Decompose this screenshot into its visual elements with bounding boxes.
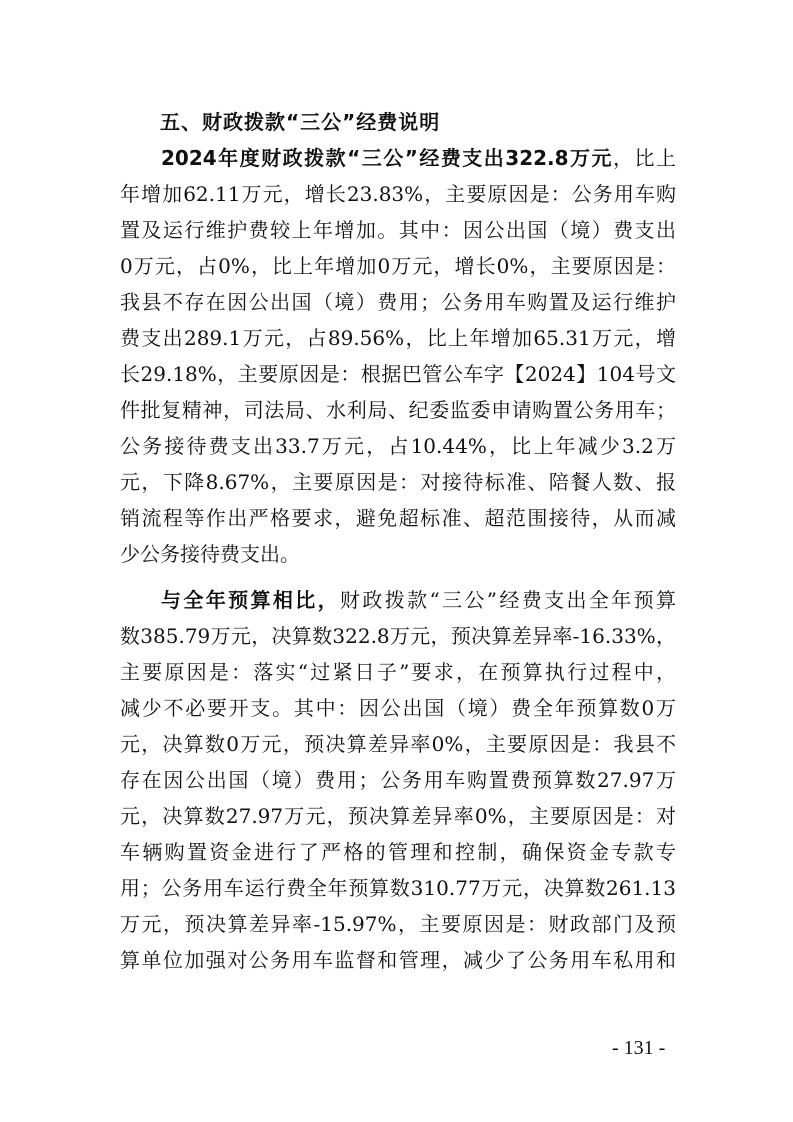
paragraph-line: 减少不必要开支。其中：因公出国（境）费全年预算数0万 (120, 696, 676, 720)
paragraph-line: 存在因公出国（境）费用；公务用车购置费预算数27.97万 (120, 768, 676, 792)
paragraph-line: 0万元，占0%，比上年增加0万元，增长0%，主要原因是： (120, 254, 676, 278)
paragraph-line: 长29.18%，主要原因是：根据巴管公车字【2024】104号文 (120, 362, 676, 386)
paragraph-2-first-line (161, 582, 676, 618)
paragraph-line: 销流程等作出严格要求，避免超标准、超范围接待，从而减 (120, 506, 676, 530)
paragraph-line: 元，决算数27.97万元，预决算差异率0%，主要原因是：对 (120, 804, 676, 828)
paragraph-1-first-line (161, 140, 676, 176)
paragraph-line: 件批复精神，司法局、水利局、纪委监委申请购置公务用车； (120, 398, 676, 422)
paragraph-line: 数385.79万元，决算数322.8万元，预决算差异率-16.33%， (120, 624, 676, 648)
paragraph-2-lead: 与全年预算相比， (161, 588, 340, 612)
paragraph-line: 用；公务用车运行费全年预算数310.77万元，决算数261.13 (120, 876, 676, 900)
paragraph-line: 算单位加强对公务用车监督和管理，减少了公务用车私用和 (120, 948, 676, 972)
paragraph-line: 少公务接待费支出。 (120, 542, 300, 566)
paragraph-line: 主要原因是：落实“过紧日子”要求，在预算执行过程中， (120, 660, 676, 684)
paragraph-line: 我县不存在因公出国（境）费用；公务用车购置及运行维护 (120, 290, 676, 314)
paragraph-2-first-line-rest: 财政拨款“三公”经费支出全年预算 (339, 588, 677, 612)
page-number: - 131 - (612, 1037, 666, 1059)
section-heading: 五、财政拨款“三公”经费说明 (160, 110, 441, 134)
paragraph-line: 车辆购置资金进行了严格的管理和控制，确保资金专款专 (120, 840, 676, 864)
paragraph-line: 置及运行维护费较上年增加。其中：因公出国（境）费支出 (120, 218, 676, 242)
paragraph-line: 元，决算数0万元，预决算差异率0%，主要原因是：我县不 (120, 732, 676, 756)
paragraph-1-lead: 2024年度财政拨款“三公”经费支出322.8万元 (161, 146, 614, 170)
paragraph-line: 万元，预决算差异率-15.97%，主要原因是：财政部门及预 (120, 912, 676, 936)
paragraph-line: 年增加62.11万元，增长23.83%，主要原因是：公务用车购 (120, 182, 676, 206)
paragraph-line: 公务接待费支出33.7万元，占10.44%，比上年减少3.2万 (120, 434, 676, 458)
paragraph-line: 费支出289.1万元，占89.56%，比上年增加65.31万元，增 (120, 326, 676, 350)
paragraph-1-first-line-rest: ，比上 (613, 146, 677, 170)
paragraph-line: 元，下降8.67%，主要原因是：对接待标准、陪餐人数、报 (120, 470, 676, 494)
